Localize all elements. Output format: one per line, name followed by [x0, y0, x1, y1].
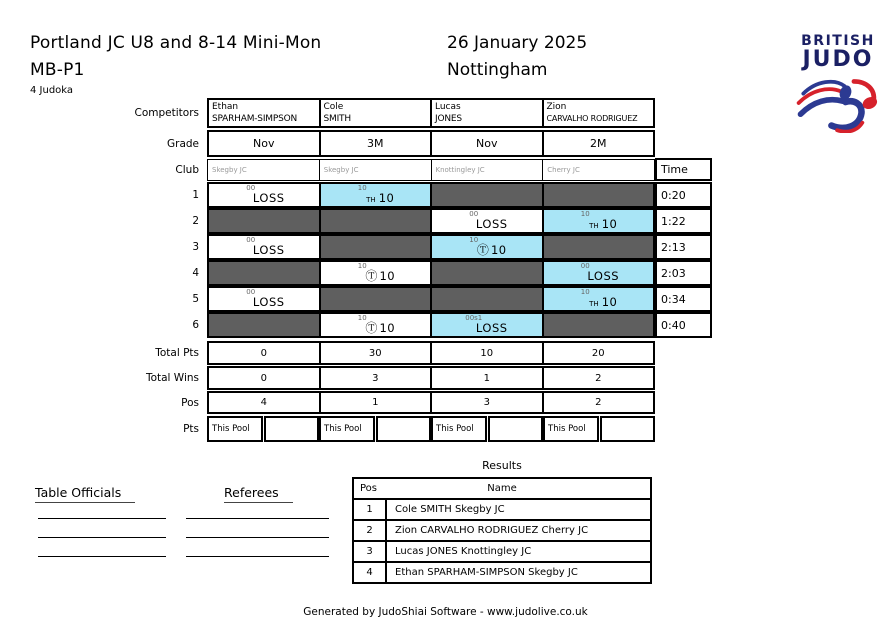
- total-pts-value: 10: [430, 343, 542, 363]
- logo-text-judo: JUDO: [802, 46, 874, 72]
- results-row: [354, 561, 650, 582]
- grade-value: Nov: [430, 132, 542, 155]
- match-row: [207, 208, 655, 234]
- total-pts-value: 30: [319, 343, 431, 363]
- competitor-first-name: Ethan: [212, 102, 239, 112]
- win-technique-mark: Ⓣ: [365, 268, 378, 283]
- match-cell-empty: [209, 262, 319, 284]
- match-cell-empty: [542, 236, 654, 258]
- match-time: 2:03: [655, 260, 712, 286]
- logo-text-british: BRITISH: [801, 33, 875, 49]
- club-label: Club: [175, 164, 199, 176]
- grade-value: Nov: [253, 137, 275, 150]
- pts-blank-cell: [488, 416, 544, 442]
- loss-text: LOSS: [475, 320, 508, 335]
- pts-label: Pts: [183, 423, 199, 435]
- event-title: Portland JC U8 and 8-14 Mini-Mon: [30, 33, 322, 53]
- match-row-number: 6: [192, 319, 199, 331]
- match-cell-empty: [319, 210, 431, 232]
- results-pos-value: 3: [354, 542, 387, 561]
- pts-blank-cell: [376, 416, 432, 442]
- score-code: 10: [469, 236, 479, 244]
- results-name-value: Lucas JONES Knottingley JC: [395, 546, 532, 557]
- win-technique-mark: Ⓣ: [365, 320, 378, 335]
- match-cell-loss: [430, 210, 542, 232]
- time-column-header: Time: [655, 158, 712, 181]
- referees-signature-line: [186, 537, 329, 538]
- win-technique-mark: Ⓣ: [476, 242, 489, 257]
- judo-throw-figure-icon: [794, 73, 882, 133]
- results-header-row: [354, 479, 650, 498]
- competitors-label: Competitors: [134, 107, 199, 119]
- score-code: 00s1: [465, 314, 483, 322]
- footer-credit: Generated by JudoShiai Software - www.judolive.co.uk: [303, 606, 588, 618]
- win-score: [549, 216, 659, 231]
- table-officials-signature-line: [38, 556, 166, 557]
- club-value: Skegby JC: [212, 166, 247, 174]
- score-code: 10: [357, 262, 367, 270]
- club-row: [207, 159, 655, 181]
- match-row: [207, 312, 655, 338]
- match-cell-loss: [209, 184, 319, 206]
- win-score: [326, 270, 436, 283]
- results-name-value: Cole SMITH Skegby JC: [395, 504, 505, 515]
- match-row-number: 1: [192, 189, 199, 201]
- grade-value: 3M: [319, 132, 431, 155]
- win-score: [437, 244, 547, 257]
- match-cell-win: [319, 314, 431, 336]
- pos-value: 3: [430, 393, 542, 412]
- match-cell-empty: [319, 236, 431, 258]
- pts-column: [543, 416, 655, 442]
- match-cell-win: [319, 262, 431, 284]
- competitor-last-name: CARVALHO RODRIGUEZ: [546, 113, 638, 123]
- category-title: MB-P1: [30, 60, 85, 80]
- score-code: 10: [357, 184, 367, 192]
- match-cell-win: [319, 184, 431, 206]
- pts-row: [207, 416, 655, 442]
- match-cell-empty: [430, 184, 542, 206]
- competitor-first-name: Zion: [546, 102, 567, 112]
- this-pool-cell: This Pool: [543, 416, 599, 442]
- event-date: 26 January 2025: [447, 33, 588, 53]
- results-pos-value: 1: [354, 500, 387, 519]
- pos-value: 4: [260, 397, 267, 408]
- total-wins-value: 1: [430, 368, 542, 388]
- competitor-last-name: SPARHAM-SIMPSON: [212, 113, 298, 124]
- pts-column: [431, 416, 543, 442]
- score-code: 10: [580, 288, 590, 296]
- grade-label: Grade: [166, 137, 199, 150]
- table-officials-label: Table Officials: [35, 485, 135, 503]
- competitor-first-name: Lucas: [435, 102, 461, 112]
- match-cell-empty: [209, 210, 319, 232]
- total-wins-value: 3: [319, 368, 431, 388]
- pts-blank-cell: [600, 416, 656, 442]
- match-cell-empty: [542, 184, 654, 206]
- match-row-number: 5: [192, 293, 199, 305]
- loss-text: LOSS: [252, 294, 285, 309]
- competitor-name-cell: [430, 100, 542, 126]
- match-row-number: 4: [192, 267, 199, 279]
- win-score-value: 10: [379, 320, 396, 335]
- this-pool-cell: This Pool: [431, 416, 487, 442]
- club-value: Knottingley JC: [431, 160, 543, 180]
- competitor-last-name: JONES: [435, 113, 462, 124]
- match-time: 2:13: [655, 234, 712, 260]
- total-wins-value: 2: [542, 368, 654, 388]
- competitor-name-cell: [209, 100, 319, 126]
- this-pool-cell: This Pool: [207, 416, 263, 442]
- match-time: 0:20: [655, 182, 712, 208]
- pos-row: [207, 391, 655, 414]
- match-cell-win: [430, 236, 542, 258]
- referees-label: Referees: [224, 485, 293, 503]
- grade-value: 2M: [542, 132, 654, 155]
- score-code: 00: [580, 262, 590, 270]
- score-code: 00: [246, 288, 256, 296]
- match-time: 1:22: [655, 208, 712, 234]
- match-cell-win: [542, 210, 654, 232]
- match-time: 0:34: [655, 286, 712, 312]
- results-row: [354, 498, 650, 519]
- table-officials-signature-line: [38, 518, 166, 519]
- match-row: [207, 234, 655, 260]
- results-name-value: Zion CARVALHO RODRIGUEZ Cherry JC: [395, 525, 589, 536]
- club-value: Skegby JC: [319, 160, 431, 180]
- competitor-name-cell: [319, 100, 431, 126]
- results-pos-header: Pos: [360, 483, 378, 494]
- results-name-header: Name: [487, 483, 517, 494]
- win-score-value: 10: [490, 242, 507, 257]
- win-score: [549, 294, 659, 309]
- results-title: Results: [482, 459, 522, 472]
- pts-blank-cell: [264, 416, 320, 442]
- match-cell-empty: [542, 314, 654, 336]
- match-row: [207, 260, 655, 286]
- total-wins-label: Total Wins: [145, 372, 199, 384]
- judoka-count: 4 Judoka: [30, 85, 74, 96]
- score-code: 10: [357, 314, 367, 322]
- match-row: [207, 182, 655, 208]
- match-cell-loss: [209, 236, 319, 258]
- results-row: [354, 519, 650, 540]
- loss-text: LOSS: [587, 268, 620, 283]
- loss-text: LOSS: [252, 190, 285, 205]
- grade-row: [207, 130, 655, 157]
- results-pos-value: 4: [354, 563, 387, 582]
- pos-value: 2: [542, 393, 654, 412]
- score-code: 00: [246, 236, 256, 244]
- win-technique-mark: TH: [366, 195, 376, 204]
- club-value: Cherry JC: [542, 160, 654, 180]
- score-code: 10: [580, 210, 590, 218]
- this-pool-cell: This Pool: [319, 416, 375, 442]
- results-pos-value: 2: [354, 521, 387, 540]
- win-technique-mark: TH: [589, 299, 599, 308]
- match-row: [207, 286, 655, 312]
- match-cell-loss: [430, 314, 542, 336]
- pos-label: Pos: [181, 396, 199, 409]
- match-row-number: 3: [192, 241, 199, 253]
- win-score: [326, 322, 436, 335]
- win-score: [326, 190, 436, 205]
- referees-signature-line: [186, 556, 329, 557]
- total-pts-value: 0: [260, 347, 267, 359]
- total-pts-value: 20: [542, 343, 654, 363]
- match-cell-loss: [209, 288, 319, 310]
- total-pts-label: Total Pts: [155, 347, 199, 359]
- competitor-last-name: SMITH: [323, 113, 351, 124]
- match-cell-win: [542, 288, 654, 310]
- referees-signature-line: [186, 518, 329, 519]
- event-location: Nottingham: [447, 60, 548, 80]
- results-table: [352, 477, 652, 584]
- pos-value: 1: [319, 393, 431, 412]
- match-cell-empty: [430, 262, 542, 284]
- win-score-value: 10: [601, 294, 618, 309]
- loss-text: LOSS: [475, 216, 508, 231]
- win-technique-mark: TH: [589, 221, 599, 230]
- match-cell-empty: [209, 314, 319, 336]
- win-score-value: 10: [378, 190, 395, 205]
- total-pts-row: [207, 341, 655, 365]
- match-time: 0:40: [655, 312, 712, 338]
- win-score-value: 10: [379, 268, 396, 283]
- british-judo-logo: [792, 34, 884, 133]
- competitor-first-name: Cole: [323, 102, 344, 112]
- total-wins-row: [207, 366, 655, 390]
- win-score-value: 10: [601, 216, 618, 231]
- pts-column: [319, 416, 431, 442]
- match-cell-loss: [542, 262, 654, 284]
- results-name-value: Ethan SPARHAM-SIMPSON Skegby JC: [395, 567, 578, 578]
- table-officials-signature-line: [38, 537, 166, 538]
- match-cell-empty: [319, 288, 431, 310]
- match-row-number: 2: [192, 215, 199, 227]
- score-code: 00: [246, 184, 256, 192]
- match-cell-empty: [430, 288, 542, 310]
- results-row: [354, 540, 650, 561]
- loss-text: LOSS: [252, 242, 285, 257]
- competitor-name-cell: [542, 100, 654, 126]
- score-code: 00: [469, 210, 479, 218]
- competitors-row: [207, 98, 655, 128]
- pts-column: [207, 416, 319, 442]
- total-wins-value: 0: [260, 372, 267, 384]
